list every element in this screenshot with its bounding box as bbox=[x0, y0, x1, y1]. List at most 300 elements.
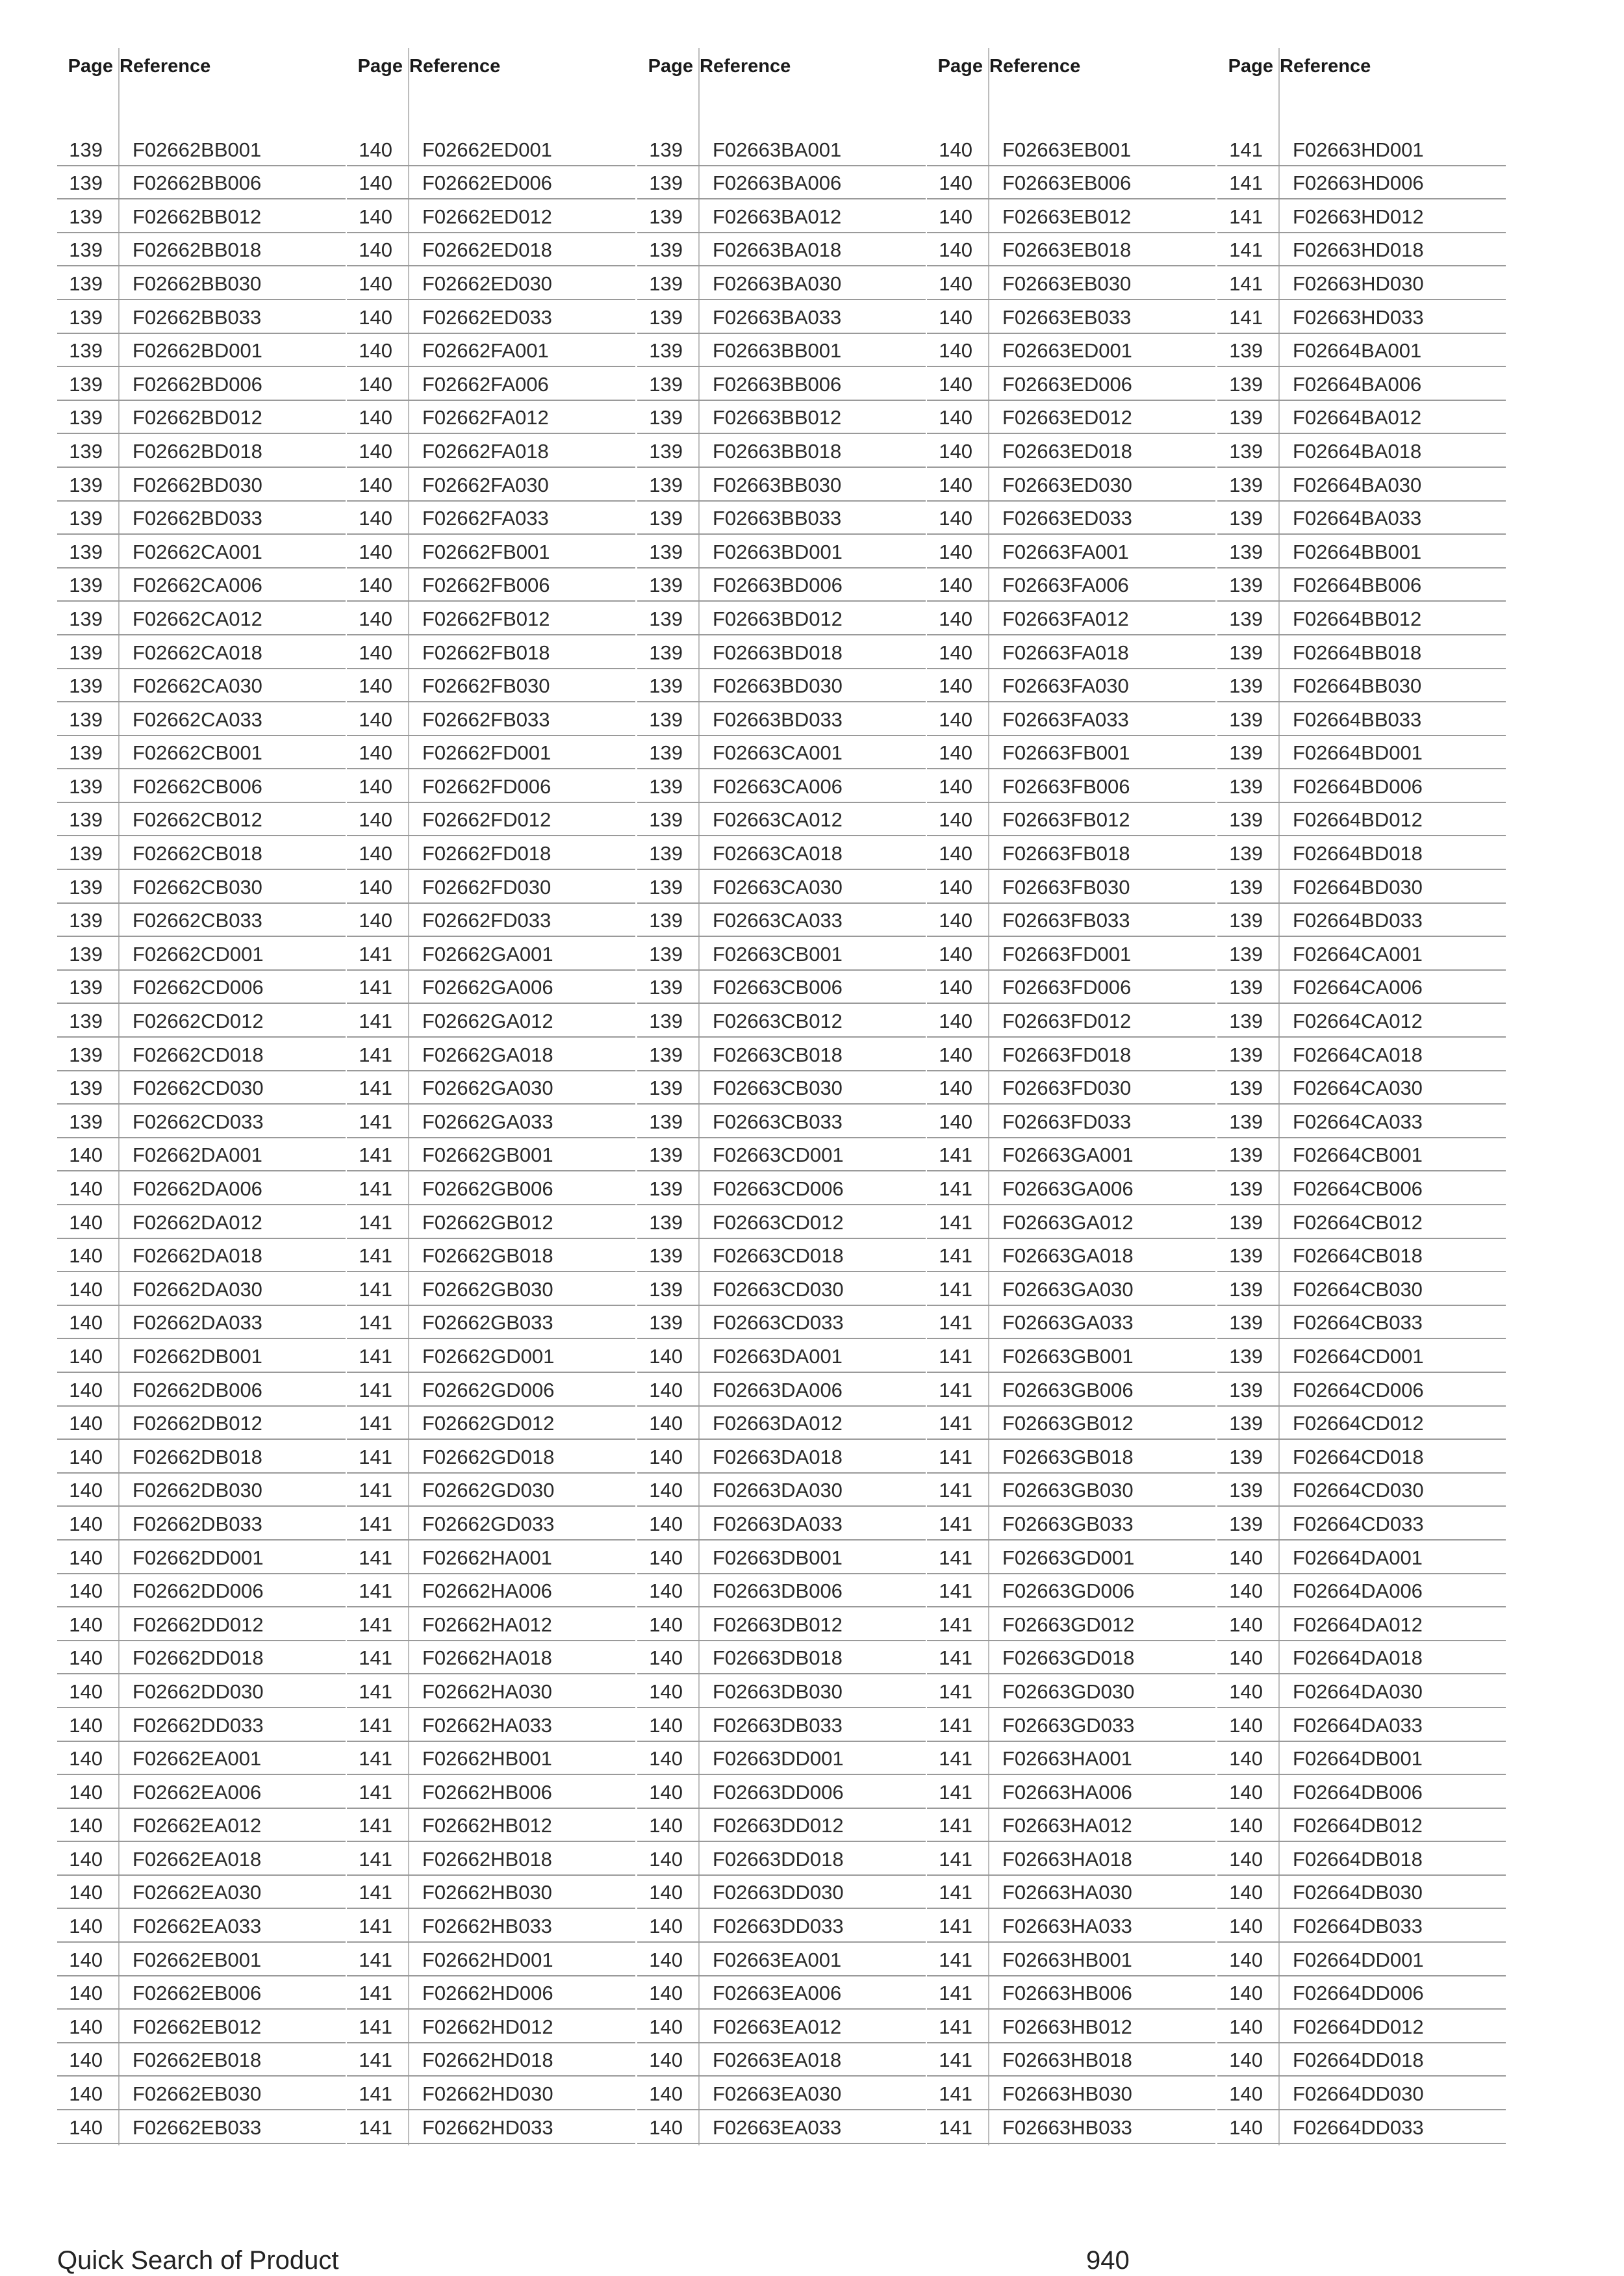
table-row bbox=[1217, 1138, 1506, 1172]
table-row bbox=[637, 468, 926, 502]
reference-code-cell: F02664DD018 bbox=[1293, 2049, 1424, 2072]
reference-code-cell: F02662DB012 bbox=[133, 1412, 262, 1435]
page-number-cell: 139 bbox=[69, 406, 103, 429]
reference-code-cell: F02663FB018 bbox=[1002, 842, 1130, 865]
reference-code-cell: F02664DA018 bbox=[1293, 1646, 1423, 1670]
reference-code-cell: F02662DD030 bbox=[133, 1680, 264, 1703]
table-row bbox=[57, 266, 346, 300]
page-number-cell: 139 bbox=[1229, 406, 1263, 429]
table-row bbox=[57, 769, 346, 803]
page-number-cell: 141 bbox=[359, 1814, 392, 1837]
reference-code-cell: F02662HD033 bbox=[422, 2116, 553, 2139]
page-number-cell: 140 bbox=[359, 808, 392, 832]
page-number-cell: 139 bbox=[649, 372, 683, 396]
table-row bbox=[57, 2077, 346, 2110]
page-number-cell: 140 bbox=[1229, 1579, 1263, 1603]
table-row bbox=[1217, 233, 1506, 267]
table-row bbox=[1217, 1775, 1506, 1809]
reference-code-cell: F02663FA012 bbox=[1002, 607, 1129, 630]
page-number-cell: 139 bbox=[1229, 741, 1263, 765]
reference-code-cell: F02662GD006 bbox=[422, 1378, 555, 1401]
page-number-cell: 140 bbox=[649, 1847, 683, 1871]
reference-code-cell: F02664DA033 bbox=[1293, 1713, 1423, 1737]
table-row bbox=[637, 769, 926, 803]
page-number-cell: 139 bbox=[69, 674, 103, 698]
reference-code-cell: F02662EA006 bbox=[133, 1780, 262, 1804]
table-row bbox=[347, 702, 635, 736]
page-number-cell: 139 bbox=[649, 909, 683, 932]
page-number-cell: 140 bbox=[939, 774, 972, 798]
table-row bbox=[927, 769, 1215, 803]
reference-code-cell: F02664BA030 bbox=[1293, 473, 1422, 496]
table-row bbox=[347, 1004, 635, 1038]
page-number-cell: 140 bbox=[69, 1579, 103, 1603]
reference-code-cell: F02663EA006 bbox=[713, 1982, 842, 2005]
reference-code-cell: F02664BB006 bbox=[1293, 574, 1422, 597]
page-number-cell: 139 bbox=[1229, 708, 1263, 731]
page-number-cell: 140 bbox=[649, 2049, 683, 2072]
page-number-cell: 140 bbox=[1229, 1982, 1263, 2005]
page-number-cell: 140 bbox=[69, 2116, 103, 2139]
reference-code-cell: F02662FB018 bbox=[422, 641, 550, 664]
page-number-cell: 140 bbox=[939, 909, 972, 932]
page-number-cell: 141 bbox=[939, 1646, 972, 1670]
reference-code-cell: F02663DD006 bbox=[713, 1780, 844, 1804]
table-row bbox=[1217, 1004, 1506, 1038]
table-row bbox=[637, 1574, 926, 1608]
table-row bbox=[347, 870, 635, 904]
reference-code-cell: F02663BD006 bbox=[713, 574, 843, 597]
page-number-cell: 141 bbox=[359, 1210, 392, 1234]
reference-code-cell: F02662EB012 bbox=[133, 2015, 262, 2038]
page-number-cell: 140 bbox=[359, 909, 392, 932]
reference-code-cell: F02664DB001 bbox=[1293, 1747, 1423, 1771]
page-number-cell: 139 bbox=[1229, 641, 1263, 664]
table-row bbox=[347, 401, 635, 435]
table-row bbox=[347, 2043, 635, 2077]
page-number-cell: 140 bbox=[359, 305, 392, 329]
reference-code-cell: F02663DD018 bbox=[713, 1847, 844, 1871]
reference-code-cell: F02664CB012 bbox=[1293, 1210, 1423, 1234]
page-number-cell: 139 bbox=[1229, 1177, 1263, 1200]
table-row bbox=[347, 1507, 635, 1541]
page-number-cell: 140 bbox=[69, 2082, 103, 2106]
reference-code-cell: F02663GD001 bbox=[1002, 1546, 1135, 1569]
table-row bbox=[347, 2077, 635, 2110]
table-row bbox=[347, 1239, 635, 1273]
page-number-cell: 141 bbox=[359, 2049, 392, 2072]
reference-code-cell: F02663FD012 bbox=[1002, 1010, 1132, 1033]
reference-code-cell: F02663EB030 bbox=[1002, 272, 1132, 295]
table-row bbox=[57, 1407, 346, 1440]
reference-code-cell: F02663DB033 bbox=[713, 1713, 843, 1737]
reference-code-cell: F02663GB033 bbox=[1002, 1512, 1134, 1535]
table-row bbox=[927, 1842, 1215, 1876]
page-number-cell: 141 bbox=[939, 1311, 972, 1335]
table-row bbox=[1217, 870, 1506, 904]
reference-code-cell: F02663BD033 bbox=[713, 708, 843, 731]
reference-code-cell: F02663BB012 bbox=[713, 406, 842, 429]
page-number-cell: 139 bbox=[69, 741, 103, 765]
page-number-cell: 139 bbox=[649, 1077, 683, 1100]
page-number-cell: 141 bbox=[359, 1445, 392, 1468]
reference-code-cell: F02662EA030 bbox=[133, 1881, 262, 1904]
page-number-cell: 140 bbox=[359, 708, 392, 731]
table-row bbox=[927, 669, 1215, 703]
page-number-cell: 140 bbox=[69, 1613, 103, 1636]
table-row bbox=[927, 904, 1215, 938]
footer-page-number: 940 bbox=[1086, 2246, 1130, 2275]
table-row bbox=[927, 1742, 1215, 1776]
reference-code-cell: F02663GD006 bbox=[1002, 1579, 1135, 1603]
reference-code-cell: F02662FD033 bbox=[422, 909, 552, 932]
entry-list bbox=[347, 133, 635, 2144]
table-row bbox=[1217, 1071, 1506, 1105]
table-row bbox=[927, 1775, 1215, 1809]
page-number-cell: 140 bbox=[939, 842, 972, 865]
page-number-cell: 140 bbox=[939, 674, 972, 698]
table-row bbox=[1217, 836, 1506, 870]
page-number-cell: 141 bbox=[939, 1780, 972, 1804]
page-number-cell: 141 bbox=[939, 1177, 972, 1200]
reference-code-cell: F02663BB033 bbox=[713, 507, 842, 530]
table-row bbox=[637, 1541, 926, 1574]
table-row bbox=[57, 569, 346, 602]
reference-code-cell: F02664CD001 bbox=[1293, 1344, 1424, 1368]
reference-code-cell: F02662DA033 bbox=[133, 1311, 262, 1335]
page-number-cell: 141 bbox=[939, 1881, 972, 1904]
table-row bbox=[927, 1272, 1215, 1306]
reference-code-cell: F02662HA030 bbox=[422, 1680, 552, 1703]
page-number-cell: 140 bbox=[939, 808, 972, 832]
reference-code-cell: F02663BB018 bbox=[713, 439, 842, 463]
table-row bbox=[1217, 904, 1506, 938]
reference-code-cell: F02662EB018 bbox=[133, 2049, 262, 2072]
reference-code-cell: F02662HA001 bbox=[422, 1546, 552, 1569]
page-number-cell: 139 bbox=[649, 641, 683, 664]
table-row bbox=[927, 1541, 1215, 1574]
table-row bbox=[347, 1876, 635, 1910]
table-row bbox=[57, 401, 346, 435]
table-row bbox=[1217, 266, 1506, 300]
table-row bbox=[927, 334, 1215, 368]
table-row bbox=[927, 937, 1215, 971]
table-row bbox=[1217, 166, 1506, 200]
page-number-cell: 139 bbox=[649, 540, 683, 563]
page-number-cell: 139 bbox=[69, 976, 103, 999]
page-number-cell: 140 bbox=[939, 1010, 972, 1033]
page-number-cell: 139 bbox=[1229, 1244, 1263, 1268]
table-row bbox=[637, 1674, 926, 1708]
page-number-cell: 141 bbox=[359, 1847, 392, 1871]
page-number-cell: 139 bbox=[1229, 1077, 1263, 1100]
reference-code-cell: F02663BD018 bbox=[713, 641, 843, 664]
header-page: Page bbox=[357, 56, 403, 77]
reference-code-cell: F02663BA012 bbox=[713, 205, 842, 228]
reference-code-cell: F02662DB006 bbox=[133, 1378, 262, 1401]
reference-code-cell: F02664DD012 bbox=[1293, 2015, 1424, 2038]
page-number-cell: 140 bbox=[359, 607, 392, 630]
table-row bbox=[57, 1708, 346, 1742]
table-row bbox=[637, 1171, 926, 1205]
page-number-cell: 140 bbox=[939, 473, 972, 496]
table-row bbox=[347, 769, 635, 803]
reference-code-cell: F02664DD030 bbox=[1293, 2082, 1424, 2106]
table-row bbox=[1217, 2110, 1506, 2144]
page-number-cell: 141 bbox=[1229, 172, 1263, 195]
page-number-cell: 141 bbox=[939, 1847, 972, 1871]
table-row bbox=[927, 2110, 1215, 2144]
page-number-cell: 140 bbox=[69, 1747, 103, 1771]
table-row bbox=[927, 602, 1215, 635]
page-number-cell: 140 bbox=[69, 1378, 103, 1401]
page-number-cell: 141 bbox=[939, 1512, 972, 1535]
table-row bbox=[927, 300, 1215, 334]
reference-code-cell: F02664BB018 bbox=[1293, 641, 1422, 664]
table-row bbox=[637, 736, 926, 770]
table-row bbox=[927, 1708, 1215, 1742]
reference-code-cell: F02663GD018 bbox=[1002, 1646, 1135, 1670]
table-row bbox=[927, 971, 1215, 1004]
page-number-cell: 139 bbox=[69, 708, 103, 731]
table-row bbox=[57, 803, 346, 837]
page-number-cell: 139 bbox=[1229, 942, 1263, 965]
reference-code-cell: F02663CD033 bbox=[713, 1311, 844, 1335]
table-row bbox=[347, 1071, 635, 1105]
page-number-cell: 139 bbox=[1229, 372, 1263, 396]
page-number-cell: 139 bbox=[69, 1110, 103, 1133]
reference-code-cell: F02662ED030 bbox=[422, 272, 552, 295]
page-number-cell: 140 bbox=[69, 1445, 103, 1468]
page-number-cell: 141 bbox=[939, 1814, 972, 1837]
page-number-cell: 139 bbox=[69, 305, 103, 329]
page-number-cell: 140 bbox=[1229, 2015, 1263, 2038]
table-row bbox=[927, 1373, 1215, 1407]
page-number-cell: 141 bbox=[939, 1244, 972, 1268]
reference-code-cell: F02662ED001 bbox=[422, 138, 552, 161]
table-row bbox=[1217, 334, 1506, 368]
page-number-cell: 141 bbox=[359, 1479, 392, 1502]
table-row bbox=[347, 569, 635, 602]
reference-code-cell: F02662DA001 bbox=[133, 1144, 262, 1167]
reference-code-cell: F02663FD001 bbox=[1002, 942, 1132, 965]
reference-code-cell: F02663EB001 bbox=[1002, 138, 1132, 161]
page-number-cell: 139 bbox=[69, 272, 103, 295]
page-number-cell: 140 bbox=[649, 1881, 683, 1904]
page-number-cell: 140 bbox=[359, 875, 392, 899]
reference-code-cell: F02662GA018 bbox=[422, 1043, 553, 1066]
table-row bbox=[637, 1842, 926, 1876]
page-number-cell: 141 bbox=[359, 1613, 392, 1636]
table-row bbox=[637, 1272, 926, 1306]
table-row bbox=[1217, 1708, 1506, 1742]
page-number-cell: 141 bbox=[939, 1479, 972, 1502]
reference-code-cell: F02664BB033 bbox=[1293, 708, 1422, 731]
table-row bbox=[57, 736, 346, 770]
page-number-cell: 140 bbox=[359, 540, 392, 563]
page-number-cell: 140 bbox=[69, 1244, 103, 1268]
page-number-cell: 140 bbox=[1229, 1546, 1263, 1569]
page-number-cell: 140 bbox=[939, 1110, 972, 1133]
reference-code-cell: F02663BB006 bbox=[713, 372, 842, 396]
table-row bbox=[347, 2110, 635, 2144]
reference-code-cell: F02663FB012 bbox=[1002, 808, 1130, 832]
reference-code-cell: F02663FB030 bbox=[1002, 875, 1130, 899]
reference-code-cell: F02662HA018 bbox=[422, 1646, 552, 1670]
page-number-cell: 139 bbox=[1229, 1479, 1263, 1502]
table-row bbox=[347, 1674, 635, 1708]
table-row bbox=[57, 669, 346, 703]
reference-code-cell: F02663DB001 bbox=[713, 1546, 843, 1569]
table-row bbox=[637, 702, 926, 736]
reference-code-cell: F02662GD018 bbox=[422, 1445, 555, 1468]
page-number-cell: 140 bbox=[359, 439, 392, 463]
page-number-cell: 140 bbox=[359, 205, 392, 228]
reference-code-cell: F02662DD006 bbox=[133, 1579, 264, 1603]
page-number-cell: 139 bbox=[69, 574, 103, 597]
page-number-cell: 140 bbox=[69, 1780, 103, 1804]
reference-code-cell: F02662CA012 bbox=[133, 607, 262, 630]
page-number-cell: 141 bbox=[359, 1077, 392, 1100]
reference-code-cell: F02662DA006 bbox=[133, 1177, 262, 1200]
reference-code-cell: F02663CD018 bbox=[713, 1244, 844, 1268]
page-number-cell: 139 bbox=[649, 574, 683, 597]
reference-code-cell: F02662CA006 bbox=[133, 574, 262, 597]
page-number-cell: 140 bbox=[939, 1043, 972, 1066]
reference-code-cell: F02663GA033 bbox=[1002, 1311, 1134, 1335]
table-row bbox=[57, 1943, 346, 1976]
page-number-cell: 140 bbox=[649, 1915, 683, 1938]
table-row bbox=[57, 502, 346, 535]
reference-code-cell: F02662BD033 bbox=[133, 507, 262, 530]
reference-code-cell: F02663HB030 bbox=[1002, 2082, 1132, 2106]
table-row bbox=[927, 569, 1215, 602]
page-number-cell: 140 bbox=[1229, 1915, 1263, 1938]
page-number-cell: 139 bbox=[649, 272, 683, 295]
table-row bbox=[927, 1809, 1215, 1843]
page-number-cell: 139 bbox=[69, 942, 103, 965]
reference-code-cell: F02663EA012 bbox=[713, 2015, 842, 2038]
page-number-cell: 141 bbox=[1229, 305, 1263, 329]
reference-code-cell: F02662ED033 bbox=[422, 305, 552, 329]
table-row bbox=[347, 334, 635, 368]
reference-code-cell: F02664BB012 bbox=[1293, 607, 1422, 630]
table-row bbox=[927, 1674, 1215, 1708]
table-row bbox=[57, 434, 346, 468]
page-number-cell: 140 bbox=[359, 339, 392, 363]
reference-code-cell: F02662FA033 bbox=[422, 507, 549, 530]
reference-code-cell: F02662FA018 bbox=[422, 439, 549, 463]
page-number-cell: 141 bbox=[359, 1915, 392, 1938]
table-row bbox=[927, 870, 1215, 904]
reference-code-cell: F02663HD033 bbox=[1293, 305, 1424, 329]
reference-code-cell: F02663FA030 bbox=[1002, 674, 1129, 698]
table-row bbox=[1217, 635, 1506, 669]
page-number-cell: 140 bbox=[359, 138, 392, 161]
table-row bbox=[927, 1976, 1215, 2010]
table-row bbox=[1217, 502, 1506, 535]
reference-code-cell: F02662FB033 bbox=[422, 708, 550, 731]
table-row bbox=[1217, 1272, 1506, 1306]
reference-code-cell: F02662GA001 bbox=[422, 942, 553, 965]
reference-code-cell: F02663FD033 bbox=[1002, 1110, 1132, 1133]
table-row bbox=[1217, 1809, 1506, 1843]
page-number-cell: 139 bbox=[1229, 875, 1263, 899]
reference-code-cell: F02662CD030 bbox=[133, 1077, 264, 1100]
table-row bbox=[637, 535, 926, 569]
page-number-cell: 140 bbox=[649, 1445, 683, 1468]
reference-code-cell: F02662HB018 bbox=[422, 1847, 552, 1871]
page-number-cell: 140 bbox=[69, 2049, 103, 2072]
table-row bbox=[637, 266, 926, 300]
page-number-cell: 139 bbox=[69, 909, 103, 932]
reference-code-cell: F02662BB030 bbox=[133, 272, 262, 295]
column-group-5 bbox=[1217, 0, 1506, 2274]
reference-code-cell: F02662DA012 bbox=[133, 1210, 262, 1234]
table-row bbox=[1217, 1474, 1506, 1507]
page-number-cell: 140 bbox=[649, 1948, 683, 1971]
table-row bbox=[57, 1976, 346, 2010]
reference-code-cell: F02663EB033 bbox=[1002, 305, 1132, 329]
table-row bbox=[347, 166, 635, 200]
page-number-cell: 139 bbox=[1229, 574, 1263, 597]
reference-code-cell: F02664BD012 bbox=[1293, 808, 1423, 832]
reference-code-cell: F02663HD012 bbox=[1293, 205, 1424, 228]
reference-code-cell: F02663EA030 bbox=[713, 2082, 842, 2106]
page-number-cell: 139 bbox=[69, 774, 103, 798]
table-row bbox=[1217, 1876, 1506, 1910]
reference-code-cell: F02664CD033 bbox=[1293, 1512, 1424, 1535]
page-number-cell: 140 bbox=[69, 1277, 103, 1301]
table-row bbox=[1217, 1507, 1506, 1541]
table-row bbox=[1217, 769, 1506, 803]
page-number-cell: 141 bbox=[359, 1177, 392, 1200]
page-number-cell: 140 bbox=[649, 1747, 683, 1771]
reference-code-cell: F02662DA030 bbox=[133, 1277, 262, 1301]
page-number-cell: 140 bbox=[1229, 1780, 1263, 1804]
table-row bbox=[637, 1205, 926, 1239]
reference-code-cell: F02663ED012 bbox=[1002, 406, 1132, 429]
table-row bbox=[927, 233, 1215, 267]
page-number-cell: 140 bbox=[69, 1546, 103, 1569]
page-number-cell: 140 bbox=[939, 138, 972, 161]
table-row bbox=[57, 702, 346, 736]
table-row bbox=[1217, 1038, 1506, 1071]
table-row bbox=[927, 1306, 1215, 1340]
table-row bbox=[927, 1507, 1215, 1541]
page-number-cell: 139 bbox=[649, 439, 683, 463]
reference-code-cell: F02663DA030 bbox=[713, 1479, 843, 1502]
table-row bbox=[637, 836, 926, 870]
reference-code-cell: F02662FB030 bbox=[422, 674, 550, 698]
page-number-cell: 140 bbox=[359, 774, 392, 798]
page-number-cell: 140 bbox=[1229, 2116, 1263, 2139]
table-row bbox=[637, 233, 926, 267]
page-number-cell: 141 bbox=[359, 1579, 392, 1603]
table-row bbox=[57, 300, 346, 334]
table-row bbox=[927, 1071, 1215, 1105]
table-row bbox=[1217, 1674, 1506, 1708]
page-number-cell: 140 bbox=[939, 942, 972, 965]
table-row bbox=[637, 803, 926, 837]
table-row bbox=[57, 1105, 346, 1138]
table-row bbox=[347, 266, 635, 300]
reference-code-cell: F02663FD030 bbox=[1002, 1077, 1132, 1100]
page-number-cell: 141 bbox=[1229, 272, 1263, 295]
page-number-cell: 141 bbox=[939, 1277, 972, 1301]
table-row bbox=[637, 502, 926, 535]
reference-code-cell: F02662HD018 bbox=[422, 2049, 553, 2072]
